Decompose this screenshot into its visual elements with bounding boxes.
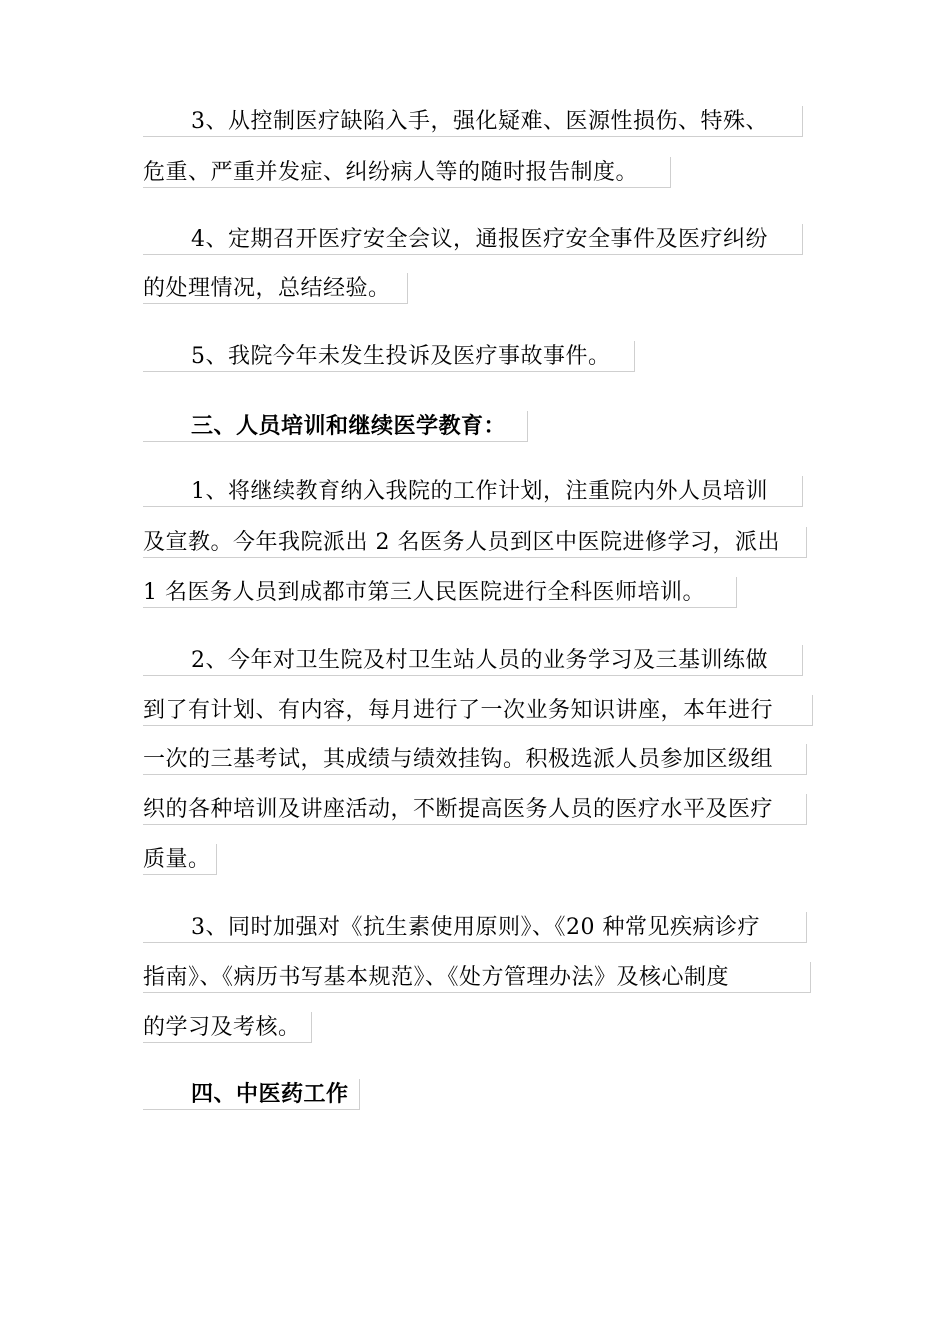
training-2-line-2: 到了有计划、有内容，每月进行了一次业务知识讲座，本年进行 — [143, 695, 813, 726]
paragraph-5-line-1: 5、我院今年未发生投诉及医疗事故事件。 — [143, 341, 635, 372]
paragraph-3-line-1: 3、从控制医疗缺陷入手，强化疑难、医源性损伤、特殊、 — [143, 106, 803, 137]
paragraph-4-line-2: 的处理情况，总结经验。 — [143, 273, 408, 304]
paragraph-3-line-2: 危重、严重并发症、纠纷病人等的随时报告制度。 — [143, 157, 671, 188]
training-3-line-3: 的学习及考核。 — [143, 1012, 312, 1043]
training-2-line-1: 2、今年对卫生院及村卫生站人员的业务学习及三基训练做 — [143, 645, 803, 676]
paragraph-4-line-1: 4、定期召开医疗安全会议，通报医疗安全事件及医疗纠纷 — [143, 224, 803, 255]
training-1-line-2: 及宣教。今年我院派出 2 名医务人员到区中医院进修学习，派出 — [143, 527, 807, 558]
training-3-line-2: 指南》、《病历书写基本规范》、《处方管理办法》及核心制度 — [143, 962, 811, 993]
training-1-line-1: 1、将继续教育纳入我院的工作计划，注重院内外人员培训 — [143, 476, 803, 507]
training-2-line-4: 织的各种培训及讲座活动，不断提高医务人员的医疗水平及医疗 — [143, 794, 807, 825]
training-3-line-1: 3、同时加强对《抗生素使用原则》、《20 种常见疾病诊疗 — [143, 912, 807, 943]
training-2-line-5: 质量。 — [143, 844, 217, 875]
training-2-line-3: 一次的三基考试，其成绩与绩效挂钩。积极选派人员参加区级组 — [143, 744, 807, 775]
section-heading-4: 四、中医药工作 — [143, 1079, 360, 1110]
training-1-line-3: 1 名医务人员到成都市第三人民医院进行全科医师培训。 — [143, 577, 737, 608]
section-heading-3: 三、人员培训和继续医学教育： — [143, 411, 528, 442]
